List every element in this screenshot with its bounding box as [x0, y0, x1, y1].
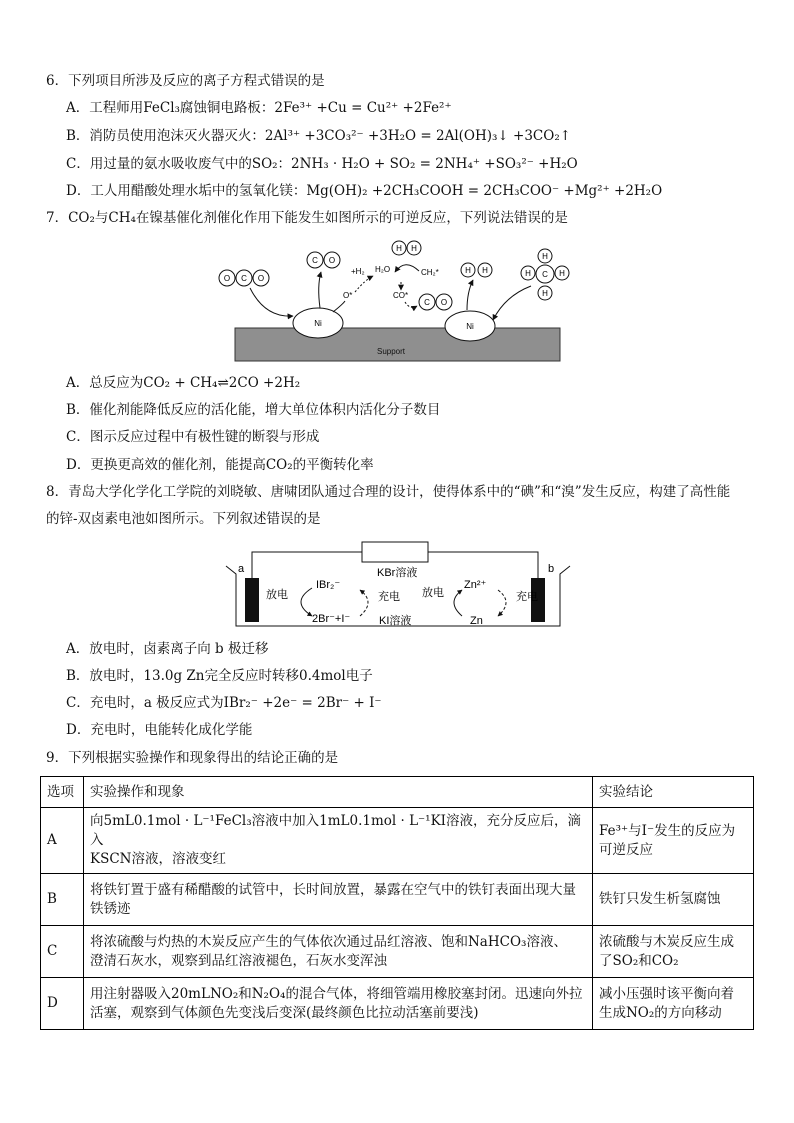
- svg-text:O: O: [328, 256, 336, 265]
- row-a-conclusion: Fe³⁺与I⁻发生的反应为 可逆反应: [593, 808, 754, 874]
- table-header-row: [41, 777, 754, 808]
- ibr2-label: IBr₂⁻: [316, 579, 341, 591]
- svg-text:C: C: [312, 256, 318, 265]
- row-b-operation: 将铁钉置于盛有稀醋酸的试管中，长时间放置，暴露在空气中的铁钉表面出现大量 铁锈迹: [84, 874, 593, 926]
- q8-option-d: D．充电时，电能转化成化学能: [66, 722, 253, 738]
- q7-option-c: C．图示反应过程中有极性键的断裂与形成: [66, 429, 320, 445]
- svg-text:O: O: [257, 274, 265, 283]
- svg-text:H: H: [465, 266, 471, 275]
- row-a-option: A: [41, 808, 84, 874]
- o-star-label: O*: [343, 291, 353, 300]
- kbr-solution-label: KBr溶液: [377, 567, 418, 579]
- row-d-option: D: [41, 978, 84, 1030]
- svg-text:O: O: [223, 274, 231, 283]
- plus-h2-label: +H₂: [351, 267, 365, 276]
- electrode-b-label: b: [548, 563, 555, 575]
- row-c-operation: 将浓硫酸与灼热的木炭反应产生的气体依次通过品红溶液、饱和NaHCO₃溶液、 澄清石灰水，观察到品红溶液褪色，石灰水变浑浊: [84, 926, 593, 978]
- h2o-label: H₂O: [375, 265, 391, 274]
- q7-catalysis-diagram: [205, 236, 595, 366]
- left-charge-label: 充电: [378, 591, 400, 603]
- right-discharge-label: 放电: [422, 587, 444, 599]
- q8-stem-line1: 8．青岛大学化学化工学院的刘晓敏、唐啸团队通过合理的设计，使得体系中的“碘”和“溴”发生反应，构建了高性能: [46, 484, 731, 500]
- co-molecule-right: [419, 294, 452, 310]
- electrode-a-label: a: [238, 563, 245, 575]
- support-label: Support: [376, 347, 406, 356]
- external-resistor: [362, 542, 428, 562]
- svg-text:H: H: [542, 289, 548, 298]
- zn2-label: Zn²⁺: [464, 579, 487, 591]
- row-c-conclusion: 浓硫酸与木炭反应生成 了SO₂和CO₂: [593, 926, 754, 978]
- ki-solution-label: KI溶液: [379, 615, 412, 627]
- co-molecule-left: [307, 252, 340, 268]
- q8-option-c: C．充电时，a 极反应式为IBr₂⁻ +2e⁻ = 2Br⁻ + I⁻: [66, 695, 382, 711]
- q7-option-a: A．总反应为CO₂ + CH₄⇌2CO +2H₂: [66, 375, 301, 391]
- ch4-molecule: [521, 249, 569, 300]
- row-a-operation: 向5mL0.1mol · L⁻¹FeCl₃溶液中加入1mL0.1mol · L⁻¹KI溶液，充分反应后，滴入 KSCN溶液，溶液变红: [84, 808, 593, 874]
- table-row: [41, 808, 754, 874]
- svg-text:H: H: [542, 252, 548, 261]
- ni-label-right: Ni: [466, 322, 474, 331]
- ni-label-left: Ni: [314, 319, 322, 328]
- header-conclusion: 实验结论: [593, 777, 754, 808]
- header-operation: 实验操作和现象: [84, 777, 593, 808]
- table-row: [41, 874, 754, 926]
- table-row: [41, 926, 754, 978]
- svg-text:H: H: [482, 266, 488, 275]
- q7-option-b: B．催化剂能降低反应的活化能，增大单位体积内活化分子数目: [66, 402, 441, 418]
- svg-text:C: C: [424, 298, 430, 307]
- co-star-label: CO*: [393, 291, 409, 300]
- support-block: [235, 328, 560, 361]
- right-charge-label: 充电: [516, 591, 538, 603]
- q8-option-a: A．放电时，卤素离子向 b 极迁移: [66, 641, 269, 657]
- header-option: 选项: [41, 777, 84, 808]
- q7-option-d: D．更换更高效的催化剂，能提高CO₂的平衡转化率: [66, 457, 374, 473]
- row-d-operation: 用注射器吸入20mLNO₂和N₂O₄的混合气体，将细管端用橡胶塞封闭。迅速向外拉 活塞，观察到气体颜色先变浅后变深(最终颜色比拉动活塞前要浅): [84, 978, 593, 1030]
- q6-option-b: B．消防员使用泡沫灭火器灭火：2Al³⁺ +3CO₃²⁻ +3H₂O = 2Al(OH)₃↓ +3CO₂↑: [66, 128, 572, 144]
- q6-option-d: D．工人用醋酸处理水垢中的氢氧化镁：Mg(OH)₂ +2CH₃COOH = 2CH₃COO⁻ +Mg²⁺ +2H₂O: [66, 183, 663, 199]
- svg-text:H: H: [396, 244, 402, 253]
- svg-text:C: C: [241, 274, 247, 283]
- svg-text:H: H: [411, 244, 417, 253]
- q6-stem: 6．下列项目所涉及反应的离子方程式错误的是: [46, 73, 325, 89]
- svg-text:O: O: [440, 298, 448, 307]
- q9-experiment-table: [40, 776, 754, 1030]
- q7-stem: 7．CO₂与CH₄在镍基催化剂催化作用下能发生如图所示的可逆反应，下列说法错误的是: [46, 210, 568, 226]
- q8-battery-diagram: [220, 538, 580, 632]
- row-b-option: B: [41, 874, 84, 926]
- row-c-option: C: [41, 926, 84, 978]
- br-i-label: 2Br⁻+I⁻: [312, 613, 351, 625]
- q8-option-b: B．放电时，13.0g Zn完全反应时转移0.4mol电子: [66, 668, 373, 684]
- svg-text:H: H: [525, 269, 531, 278]
- ch2-star-label: CH₂*: [421, 268, 439, 277]
- q6-option-a: A．工程师用FeCl₃腐蚀铜电路板：2Fe³⁺ +Cu = Cu²⁺ +2Fe²⁺: [66, 100, 452, 116]
- row-b-conclusion: 铁钉只发生析氢腐蚀: [593, 874, 754, 926]
- table-row: [41, 978, 754, 1030]
- svg-text:C: C: [542, 270, 548, 279]
- q9-stem: 9．下列根据实验操作和现象得出的结论正确的是: [46, 750, 339, 766]
- q6-option-c: C．用过量的氨水吸收废气中的SO₂：2NH₃ · H₂O + SO₂ = 2NH₄⁺ +SO₃²⁻ +H₂O: [66, 156, 578, 172]
- left-discharge-label: 放电: [266, 589, 288, 601]
- co2-molecule: [219, 270, 269, 286]
- q8-stem-line2: 的锌-双卤素电池如图所示。下列叙述错误的是: [46, 511, 321, 527]
- h2-molecule-right: [461, 263, 492, 277]
- h2-molecule-top: [392, 241, 421, 255]
- svg-text:H: H: [559, 269, 565, 278]
- row-d-conclusion: 减小压强时该平衡向着 生成NO₂的方向移动: [593, 978, 754, 1030]
- zn-label: Zn: [470, 615, 483, 627]
- electrode-a: [245, 578, 259, 622]
